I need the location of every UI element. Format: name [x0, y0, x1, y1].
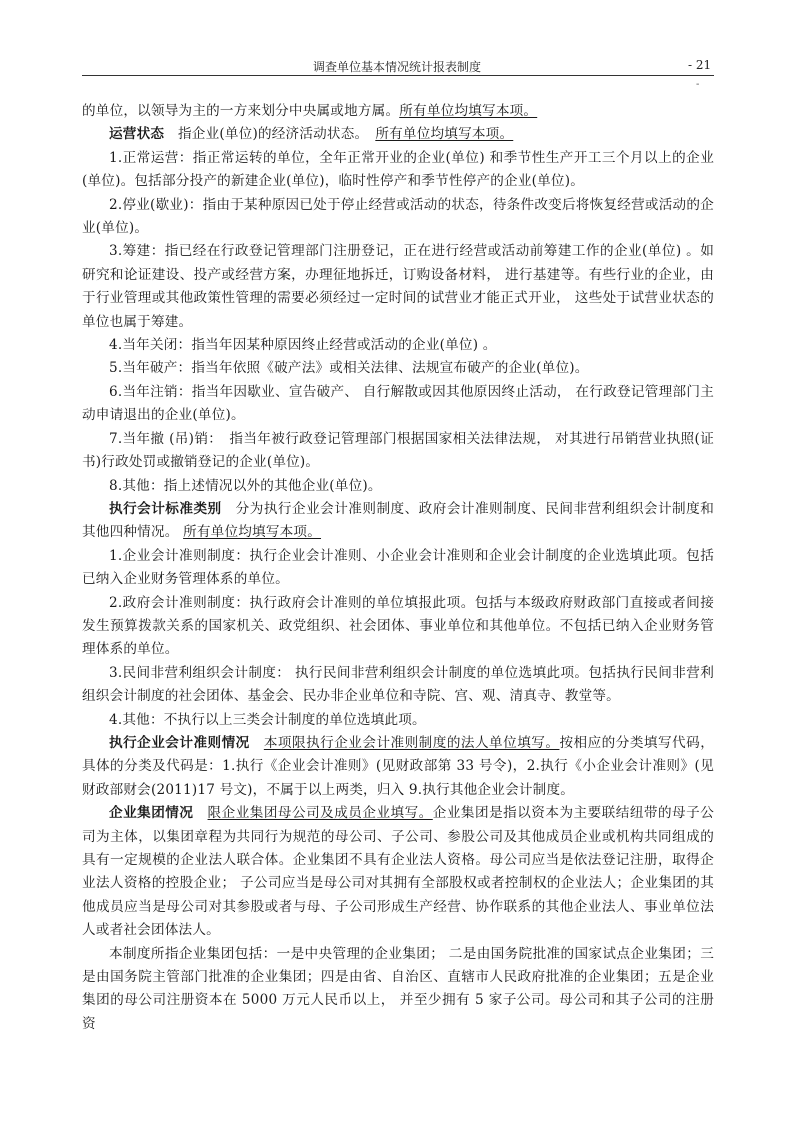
fill-note: 所有单位均填写本项。 — [399, 103, 538, 119]
paragraph-group-scope: 本制度所指企业集团包括：一是中央管理的企业集团； 二是由国务院批准的国家试点企业集团；三是由国务院主管部门批准的企业集团；四是由省、自治区、直辖市人民政府批准的企业集团；五是企业集团的母公司注册资本在 5000 万元人民币以上， 并至少拥有 5 家子公司。母公司和其子公司的注册资 — [82, 945, 714, 1032]
term-enterprise-accounting: 执行企业会计准则情况 — [109, 734, 250, 751]
header-rule — [82, 75, 714, 76]
paragraph-text: 指企业(单位)的经济活动状态。 — [164, 126, 376, 143]
fill-note: 本项限执行企业会计准则制度的法人单位填写。 — [263, 734, 560, 751]
paragraph-op-7: 7.当年撤 (吊)销： 指当年被行政登记管理部门根据国家相关法律法规， 对其进行吊销营业执照(证书)行政处罚或撤销登记的企业(单位)。 — [82, 430, 714, 471]
term-enterprise-group: 企业集团情况 — [109, 805, 194, 822]
paragraph-op-1: 1.正常运营：指正常运转的单位，全年正常开业的企业(单位) 和季节性生产开工三个月以上的企业(单位)。包括部分投产的新建企业(单位)，临时性停产和季节性停产的企业(单位)。 — [82, 149, 714, 190]
paragraph-enterprise-accounting — [82, 732, 714, 802]
fill-note: 所有单位均填写本项。 — [375, 126, 514, 143]
paragraph-text: 分为执行企业会计准则制度、政府会计准则制度、民间非营利组织会计制度和其他四种情况。 — [82, 500, 714, 541]
paragraph-op-8: 8.其他：指上述情况以外的其他企业(单位)。 — [109, 477, 382, 494]
paragraph-op-5: 5.当年破产：指当年依照《破产法》或相关法律、法规宣布破产的企业(单位)。 — [109, 360, 589, 377]
page-mark: - — [696, 79, 700, 90]
paragraph-acc-3: 3.民间非营利组织会计制度： 执行民间非营利组织会计制度的单位选填此项。包括执行民间非营利组织会计制度的社会团体、基金会、民办非企业单位和寺院、宫、观、清真寺、教堂等。 — [82, 664, 714, 705]
paragraph-enterprise-group — [82, 802, 714, 942]
header-title: 调查单位基本情况统计报表制度 — [312, 60, 481, 74]
page-number: - 21 — [688, 58, 712, 72]
paragraph-text: 按相应的分类填写代码，具体的分类及代码是：1.执行《企业会计准则》(见财政部第 33 号令)，2.执行《小企业会计准则》(见财政部财会(2011)17 号文)，不属于以上两类，归入 9.执行其他企业会计制度。 — [82, 734, 715, 798]
paragraph-op-2: 2.停业(歇业)：指由于某种原因已处于停止经营或活动的状态，待条件改变后将恢复经营或活动的企业(单位)。 — [82, 196, 714, 237]
paragraph-op-4: 4.当年关闭：指当年因某种原因终止经营或活动的企业(单位) 。 — [109, 337, 497, 354]
paragraph-text: 的单位，以领导为主的一方来划分中央属或地方属。 — [82, 103, 400, 119]
paragraph-acc-1: 1.企业会计准则制度：执行企业会计准则、小企业会计准则和企业会计制度的企业选填此项。包括已纳入企业财务管理体系的单位。 — [82, 547, 714, 588]
paragraph-operating-status — [82, 123, 714, 146]
paragraph-text: 企业集团是指以资本为主要联结纽带的母子公司为主体，以集团章程为共同行为规范的母公司、子公司、参股公司及其他成员企业或机构共同组成的具有一定规模的企业法人联合体。企业集团不具有企业法人资格。母公司应当是依法登记注册，取得企业法人资格的控股企业； 子公司应当是母公司对其拥有全部股权或者控制权的企业法人；企业集团的其他成员应当是母公司对其参股或者与母、子公司形成生产经营、协作联系的其他企业法人、事业单位法人或者社会团体法人。 — [82, 805, 715, 939]
paragraph-op-6: 6.当年注销：指当年因歇业、宣告破产、 自行解散或因其他原因终止活动， 在行政登记管理部门主动申请退出的企业(单位)。 — [82, 383, 714, 424]
document-body — [82, 100, 714, 1036]
paragraph-accounting-standard — [82, 498, 714, 545]
term-operating-status: 运营状态 — [109, 126, 165, 143]
paragraph-acc-2: 2.政府会计准则制度：执行政府会计准则的单位填报此项。包括与本级政府财政部门直接或者间接发生预算拨款关系的国家机关、政党组织、社会团体、事业单位和其他单位。不包括已纳入企业财务管理体系的单位。 — [82, 594, 714, 658]
fill-note: 所有单位均填写本项。 — [183, 524, 322, 541]
term-accounting-standard: 执行会计标准类别 — [109, 500, 222, 517]
fill-note: 限企业集团母公司及成员企业填写。 — [207, 805, 433, 822]
paragraph-op-3: 3.筹建：指已经在行政登记管理部门注册登记，正在进行经营或活动前筹建工作的企业(单位) 。如研究和论证建设、投产或经营方案，办理征地拆迁，订购设备材料， 进行基建等。有些行业的企业，由于行业管理或其他政策性管理的需要必须经过一定时间的试营业才能正式开业， 这些处于试营业状态的单位也属于筹建。 — [82, 243, 714, 330]
paragraph-acc-4: 4.其他：不执行以上三类会计制度的单位选填此项。 — [109, 711, 426, 728]
paragraph-intro — [82, 100, 714, 123]
